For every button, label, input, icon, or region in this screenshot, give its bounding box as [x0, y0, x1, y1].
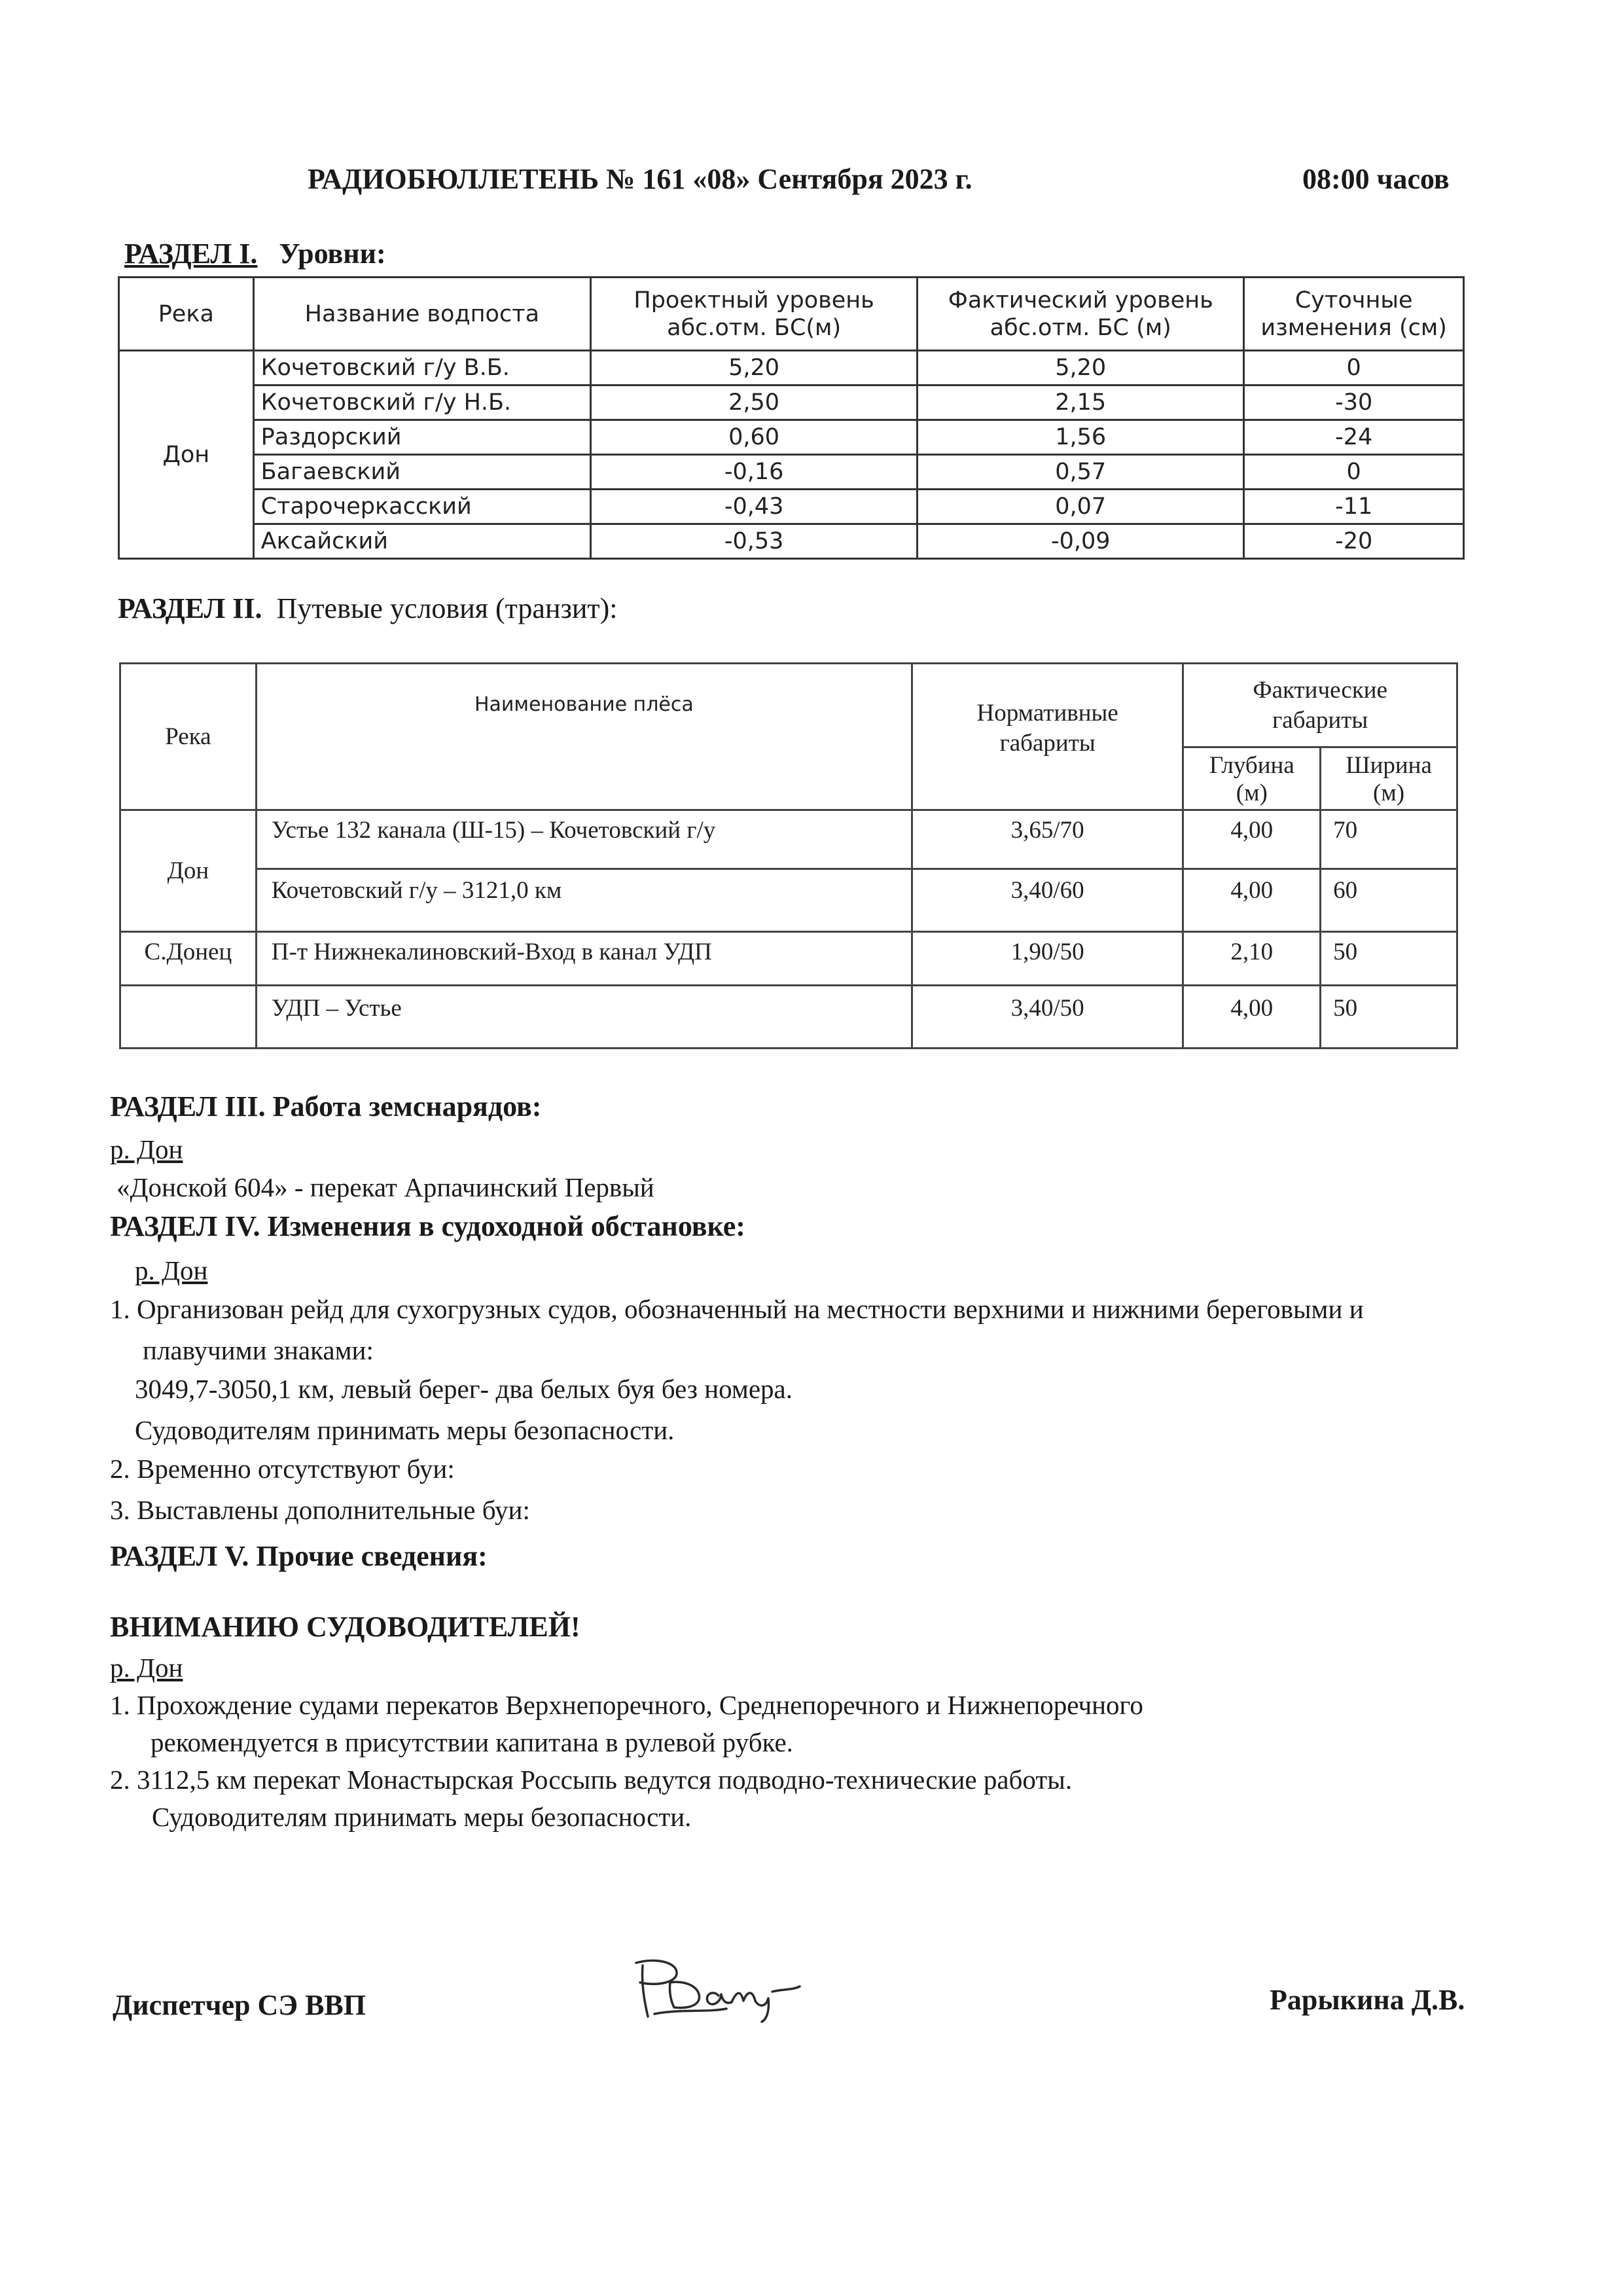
post-cell: Старочеркасский	[253, 490, 590, 524]
header-actual-level: Фактический уровень абс.отм. БС (м)	[918, 278, 1244, 351]
section-2-heading	[118, 592, 618, 625]
section-3-item: «Донской 604» - перекат Арпачинский Первый	[116, 1172, 654, 1202]
normative-cell: 3,65/70	[912, 810, 1183, 869]
header-post: Название водпоста	[253, 278, 590, 351]
table-row	[119, 386, 1464, 420]
attention-item-1-cont: рекомендуется в присутствии капитана в рулевой рубке.	[151, 1727, 793, 1757]
attention-item-1: 1. Прохождение судами перекатов Верхнепоречного, Среднепоречного и Нижнепоречного	[110, 1690, 1143, 1720]
design-cell: -0,53	[591, 524, 918, 559]
reach-cell: Устье 132 канала (Ш-15) – Кочетовский г/у	[256, 810, 912, 869]
width-cell: 60	[1321, 869, 1457, 932]
header-width: Ширина (м)	[1321, 747, 1457, 810]
reach-cell: П-т Нижнекалиновский-Вход в канал УДП	[256, 932, 912, 986]
section-2-title: Путевые условия (транзит):	[276, 592, 618, 624]
normative-cell: 3,40/60	[912, 869, 1183, 932]
section-4-item-1: 1. Организован рейд для сухогрузных судов, обозначенный на местности верхними и нижними береговыми и	[110, 1294, 1364, 1324]
change-cell: -11	[1244, 490, 1464, 524]
table-row	[119, 455, 1464, 490]
river-cell: Дон	[119, 351, 254, 559]
design-cell: 2,50	[591, 386, 918, 420]
river-cell: С.Донец	[120, 932, 257, 986]
section-3-river: р. Дон	[110, 1134, 183, 1164]
header-actual-dimensions: Фактические габариты	[1183, 664, 1457, 747]
change-cell: -30	[1244, 386, 1464, 420]
header-normative: Нормативные габариты	[912, 664, 1183, 810]
header-river: Река	[119, 278, 254, 351]
actual-cell: 1,56	[918, 420, 1244, 455]
table-row	[119, 524, 1464, 559]
attention-item-2: 2. 3112,5 км перекат Монастырская Россыпь ведутся подводно-технические работы.	[110, 1765, 1073, 1795]
section-5-title: РАЗДЕЛ V. Прочие сведения:	[110, 1540, 488, 1572]
change-cell: 0	[1244, 351, 1464, 386]
river-cell: Дон	[120, 810, 257, 932]
section-4-title: РАЗДЕЛ IV. Изменения в судоходной обстановке:	[110, 1210, 745, 1242]
section-3-title: РАЗДЕЛ III. Работа земснарядов:	[110, 1090, 542, 1122]
table-row	[119, 420, 1464, 455]
table-row	[119, 490, 1464, 524]
depth-cell: 4,00	[1183, 869, 1321, 932]
attention-river: р. Дон	[110, 1653, 183, 1683]
actual-cell: 2,15	[918, 386, 1244, 420]
fairway-table	[119, 662, 1458, 1049]
normative-cell: 3,40/50	[912, 986, 1183, 1049]
actual-cell: 5,20	[918, 351, 1244, 386]
dispatcher-name: Рарыкина Д.В.	[1270, 1984, 1465, 2016]
design-cell: -0,43	[591, 490, 918, 524]
reach-cell: Кочетовский г/у – 3121,0 км	[256, 869, 912, 932]
post-cell: Раздорский	[253, 420, 590, 455]
section-4-item-1-km: 3049,7-3050,1 км, левый берег- два белых буя без номера.	[135, 1374, 793, 1404]
signature	[628, 1954, 825, 2026]
header-reach: Наименование плёса	[256, 664, 912, 810]
design-cell: -0,16	[591, 455, 918, 490]
header-depth: Глубина (м)	[1183, 747, 1321, 810]
design-cell: 0,60	[591, 420, 918, 455]
levels-table	[118, 276, 1465, 560]
reach-cell: УДП – Устье	[256, 986, 912, 1049]
actual-cell: -0,09	[918, 524, 1244, 559]
table-row	[120, 810, 1457, 869]
section-4-river: р. Дон	[135, 1255, 208, 1285]
change-cell: -20	[1244, 524, 1464, 559]
depth-cell: 4,00	[1183, 810, 1321, 869]
post-cell: Кочетовский г/у В.Б.	[253, 351, 590, 386]
depth-cell: 4,00	[1183, 986, 1321, 1049]
bulletin-time: 08:00 часов	[1302, 163, 1450, 195]
section-4-item-1-cont: плавучими знаками:	[143, 1335, 374, 1365]
dispatcher-position: Диспетчер СЭ ВВП	[113, 1989, 366, 2021]
section-4-item-2: 2. Временно отсутствуют буи:	[110, 1454, 455, 1484]
actual-cell: 0,07	[918, 490, 1244, 524]
width-cell: 50	[1321, 986, 1457, 1049]
levels-table-header	[119, 278, 1464, 351]
table-row	[120, 932, 1457, 986]
actual-cell: 0,57	[918, 455, 1244, 490]
table-row	[120, 869, 1457, 932]
header-design-level: Проектный уровень абс.отм. БС(м)	[591, 278, 918, 351]
depth-cell: 2,10	[1183, 932, 1321, 986]
width-cell: 50	[1321, 932, 1457, 986]
post-cell: Аксайский	[253, 524, 590, 559]
header-daily-change: Суточные изменения (см)	[1244, 278, 1464, 351]
table-row	[119, 351, 1464, 386]
section-1-label: РАЗДЕЛ I.	[124, 238, 258, 270]
width-cell: 70	[1321, 810, 1457, 869]
normative-cell: 1,90/50	[912, 932, 1183, 986]
section-4-item-3: 3. Выставлены дополнительные буи:	[110, 1495, 530, 1525]
attention-title: ВНИМАНИЮ СУДОВОДИТЕЛЕЙ!	[110, 1611, 580, 1643]
design-cell: 5,20	[591, 351, 918, 386]
river-cell-empty	[120, 986, 257, 1049]
post-cell: Багаевский	[253, 455, 590, 490]
change-cell: -24	[1244, 420, 1464, 455]
section-4-item-1-note: Судоводителям принимать меры безопасности.	[135, 1415, 675, 1445]
section-1-heading	[124, 237, 386, 270]
table-row	[120, 986, 1457, 1049]
attention-item-2-cont: Судоводителям принимать меры безопасности.	[152, 1802, 692, 1832]
header-river: Река	[120, 664, 257, 810]
section-2-label: РАЗДЕЛ II.	[118, 592, 262, 624]
section-1-title: Уровни:	[279, 238, 386, 270]
post-cell: Кочетовский г/у Н.Б.	[253, 386, 590, 420]
bulletin-title: РАДИОБЮЛЛЕТЕНЬ № 161 «08» Сентября 2023 г.	[308, 163, 972, 195]
change-cell: 0	[1244, 455, 1464, 490]
